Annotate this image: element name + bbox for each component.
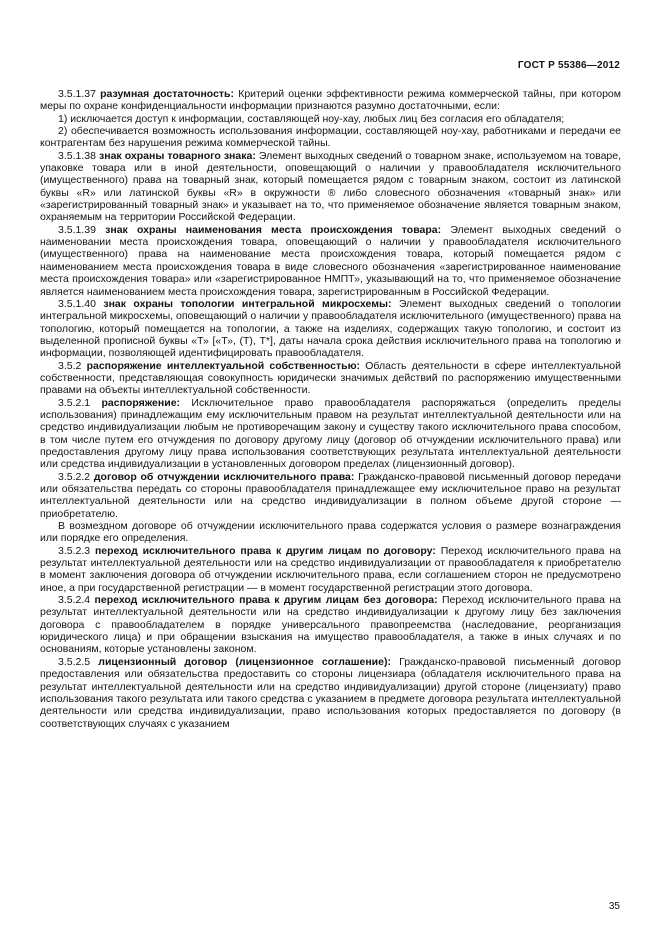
term-label: знак охраны товарного знака: — [99, 149, 256, 162]
paragraph-3-5-2-1 — [40, 397, 621, 471]
term-label: распоряжение: — [101, 396, 181, 409]
definition-text: Переход исключительного права на результат интеллектуальной деятельности или на средство индивидуализации от правообладателя к приобретателю в момент заключения договора об отчуждении исключительного права, если соглашением сторон не предусмотрено иное, а при государственной регистрации — в момент государственной регистрации этого договора. — [40, 544, 621, 594]
term-label: знак охраны топологии интегральной микросхемы: — [103, 297, 392, 310]
clause-number: 3.5.1.37 — [58, 88, 96, 100]
clause-number: 3.5.1.38 — [58, 149, 96, 162]
term-label: разумная достаточность: — [100, 88, 235, 100]
term-label: договор об отчуждении исключительного права: — [93, 470, 355, 483]
term-label: распоряжение интеллектуальной собственностью: — [86, 359, 361, 372]
clause-number: 3.5.2 — [58, 359, 82, 372]
clause-number: 3.5.2.1 — [58, 396, 91, 409]
list-item-2 — [40, 125, 621, 150]
paragraph-3-5-1-37 — [40, 88, 621, 113]
paragraph-3-5-2 — [40, 360, 621, 397]
note-text: В возмездном договоре об отчуждении исключительного права содержатся условия о размере вознаграждения или порядке его определения. — [40, 520, 621, 545]
clause-number: 3.5.2.2 — [58, 470, 91, 483]
clause-number: 3.5.1.39 — [58, 223, 96, 236]
definition-text: Элемент выходных сведений о товарном знаке, используемом на товаре, упаковке товара или в иной деятельности, оповещающий о наличии у правообладателя исключительного (имущественного) права на товарный знак, который помещается рядом с товарным знаком, состоит из латинской буквы «R» или латинской буквы «R» в окружности ® либо словесного обозначения «товарный знак» или «зарегистрированный товарный знак» и указывает на то, что применяемое обозначение является товарным знаком, охраняемым на территории Российской Федерации. — [40, 149, 621, 224]
term-label: переход исключительного права к другим лицам по договору: — [94, 544, 436, 557]
paragraph-3-5-2-4 — [40, 594, 621, 656]
definition-text: Гражданско-правовой письменный договор передачи или обязательства передать со стороны правообладателя принадлежащее ему исключительное право на результат интеллектуальной деятельности или на средство индивидуализации в полном объеме другой стороне — приобретателю. — [40, 470, 622, 520]
list-item-1 — [40, 113, 621, 125]
document-content — [40, 88, 621, 730]
clause-number: 3.5.2.3 — [58, 544, 91, 557]
definition-text: Критерий оценки эффективности режима коммерческой тайны, при котором меры по охране конфиденциальности информации признаются разумно достаточными, если: — [40, 88, 621, 113]
term-label: знак охраны наименования места происхождения товара: — [105, 223, 442, 236]
paragraph-3-5-1-39 — [40, 224, 621, 298]
document-header-title: ГОСТ Р 55386—2012 — [517, 60, 620, 71]
term-label: лицензионный договор (лицензионное соглашение): — [98, 655, 391, 668]
term-label: переход исключительного права к другим лицам без договора: — [94, 594, 438, 607]
clause-number: 3.5.2.4 — [58, 594, 91, 607]
list-item-text: 2) обеспечивается возможность использования информации, составляющей ноу-хау, работниками и передачи ее контрагентам без нарушения режима коммерческой тайны. — [40, 125, 621, 150]
definition-text: Исключительное право правообладателя распоряжаться (определить пределы использования) принадлежащим ему исключительным правом на результат интеллектуальной деятельности или на средство индивидуализации любым не противоречащим закону и существу такого исключительного права способом, в том числе путем его отчуждения по договору другому лицу (договор об отчуждении исключительного права) или предоставления другому лицу права использования соответствующих результата интеллектуальной деятельности или средства индивидуализации в установленных договором пределах (лицензионный договор). — [40, 396, 622, 471]
paragraph-3-5-1-38 — [40, 150, 621, 224]
definition-text: Элемент выходных сведений о топологии интегральной микросхемы, оповещающий о наличии у правообладателя исключительного (имущественного) права на топологию, который помещается на топологии, а также на изделиях, содержащих такую топологию, и состоит из выделенной прописной буквы «Т» [«Т», (Т), Т*], даты начала срока действия исключительного права на топологию и информации, позволяющей идентифицировать правообладателя. — [40, 297, 621, 360]
definition-text: Переход исключительного права на результат интеллектуальной деятельности или на средство индивидуализации к другому лицу без заключения договора с правообладателем в порядке универсального правопреемства (наследование, реорганизация юридического лица) и при обращении взыскания на имущество правообладателя, а также в иных случаях и по основаниям, которые установлены законом. — [40, 594, 621, 656]
definition-text: Область деятельности в сфере интеллектуальной собственности, представляющая совокупность юридически значимых действий по распоряжению имущественными правами на объекты интеллектуальной собственности. — [40, 359, 621, 397]
paragraph-3-5-1-40 — [40, 298, 621, 360]
paragraph-3-5-2-5 — [40, 656, 621, 730]
clause-number: 3.5.1.40 — [58, 297, 96, 310]
list-item-text: 1) исключается доступ к информации, составляющей ноу-хау, любых лиц без согласия его обладателя; — [58, 112, 565, 125]
definition-text: Элемент выходных сведений о наименовании места происхождения товара, оповещающий о наличии у правообладателя исключительного (имущественного) права на наименование места происхождения товара, который помещается рядом с наименованием места происхождения товара в виде словесного обозначения «зарегистрированное наименование места происхождения товара» или «зарегистрированное НМПТ», указывающий на то, что применяемое обозначение является наименованием места происхождения товара, зарегистрированным в Российской Федерации. — [40, 223, 622, 298]
definition-text: Гражданско-правовой письменный договор предоставления или обязательства предоставить со стороны лицензиара (обладателя исключительного права на результат интеллектуальной деятельности или на средство индивидуализации) другой стороне (лицензиату) право использования такого результата или такого средства с указанием в предмете договора результата интеллектуальной деятельности или средства индивидуализации, право использования которых предоставляется по договору (в соответствующих случаях с указанием — [40, 655, 621, 730]
note-paragraph — [40, 520, 621, 545]
paragraph-3-5-2-3 — [40, 545, 621, 594]
paragraph-3-5-2-2 — [40, 471, 621, 520]
clause-number: 3.5.2.5 — [58, 655, 91, 668]
page-number: 35 — [608, 901, 620, 912]
